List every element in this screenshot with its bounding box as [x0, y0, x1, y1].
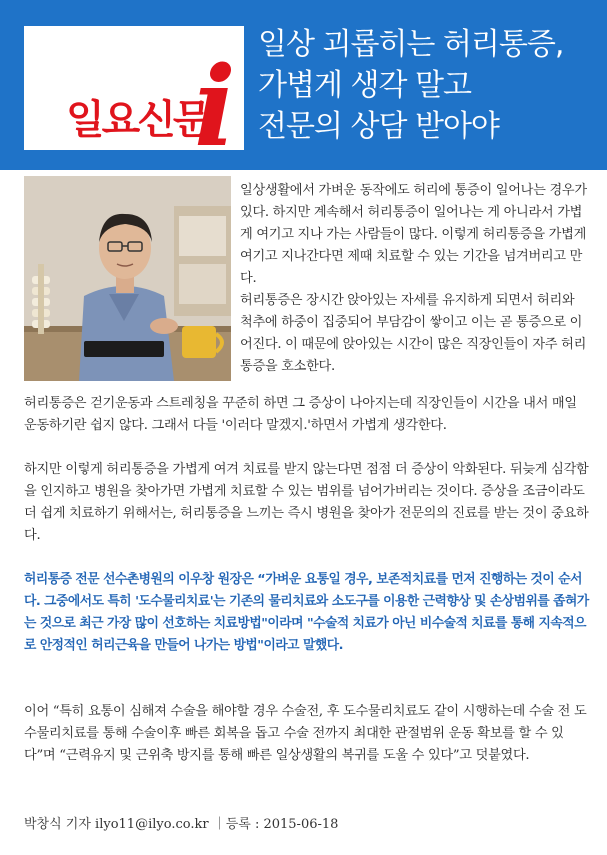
logo-text: 일요신문	[66, 97, 209, 143]
quote-paragraph: 허리통증 전문 선수촌병원의 이우창 원장은 “가벼운 요통일 경우, 보존적치료를 먼저 진행하는 것이 순서다. 그중에서도 특히 '도수물리치료'는 기존의 물리치료와 소도구를 이용한 근력향상 및 손상범위를 좁혀가는 것으로 최근 가장 많이 선호하는 치료방법"이라며 "수술적 치료가 아닌 비수술적 치료를 통해 지속적으로 안정적인 허리근육을 만들어 나가는 방법"이라고 말했다.	[24, 572, 589, 653]
headline-line: 가볍게 생각 말고	[258, 68, 471, 103]
logo-i-mark: i	[194, 42, 236, 171]
intro-text	[240, 180, 590, 378]
doctor-photo	[24, 176, 231, 381]
headline-line: 일상 괴롭히는 허리통증,	[258, 27, 564, 62]
article-paragraph: 허리통증은 걷기운동과 스트레칭을 꾸준히 하면 그 증상이 나아지는데 직장인들이 시간을 내서 매일 운동하기란 쉽지 않다. 그래서 다들 '이러다 말겠지.'하면서 가볍게 생각한다.	[24, 396, 577, 433]
intro-paragraph: 일상생활에서 가벼운 동작에도 허리에 통증이 일어나는 경우가 있다. 하지만 계속해서 허리통증이 일어나는 게 아니라서 가볍게 여기고 지나 가는 사람들이 많다. 이렇게 허리통증을 가볍게 여기고 지나간다면 제때 치료할 수 있는 기간을 넘겨버리고 만다.	[240, 183, 587, 286]
byline: 박창식 기자 ilyo11@ilyo.co.kr ｜등록 : 2015-06-18	[24, 817, 339, 832]
intro-paragraph: 허리통증은 장시간 앉아있는 자세를 유지하게 되면서 허리와 척추에 하중이 집중되어 부담감이 쌓이고 이는 곧 통증으로 이어진다. 이 때문에 앉아있는 시간이 많은 직장인들이 자주 허리통증을 호소한다.	[240, 293, 587, 374]
article-paragraph: 이어 “특히 요통이 심해져 수술을 해야할 경우 수술전, 후 도수물리치료도 같이 시행하는데 수술 전 도수물리치료를 통해 수술이후 빠른 회복을 돕고 수술 전까지 최대한 관절범위 운동 확보를 할 수 있다”며 “근력유지 및 근위축 방지를 통해 빠른 일상생활의 복귀를 도울 수 있다”고 덧붙였다.	[24, 704, 587, 763]
headline	[258, 24, 598, 147]
article-paragraph: 하지만 이렇게 허리통증을 가볍게 여겨 치료를 받지 않는다면 점점 더 증상이 악화된다. 뒤늦게 심각함을 인지하고 병원을 찾아가면 가볍게 치료할 수 있는 범위를 넘어가버리는 것이다. 증상을 조금이라도 더 쉽게 치료하기 위해서는, 허리통증을 느끼는 즉시 병원을 찾아가 전문의의 진료를 받는 것이 중요하다.	[24, 462, 589, 543]
header-banner	[0, 0, 607, 170]
headline-line: 전문의 상담 받아야	[258, 109, 499, 144]
newspaper-logo	[24, 26, 244, 171]
